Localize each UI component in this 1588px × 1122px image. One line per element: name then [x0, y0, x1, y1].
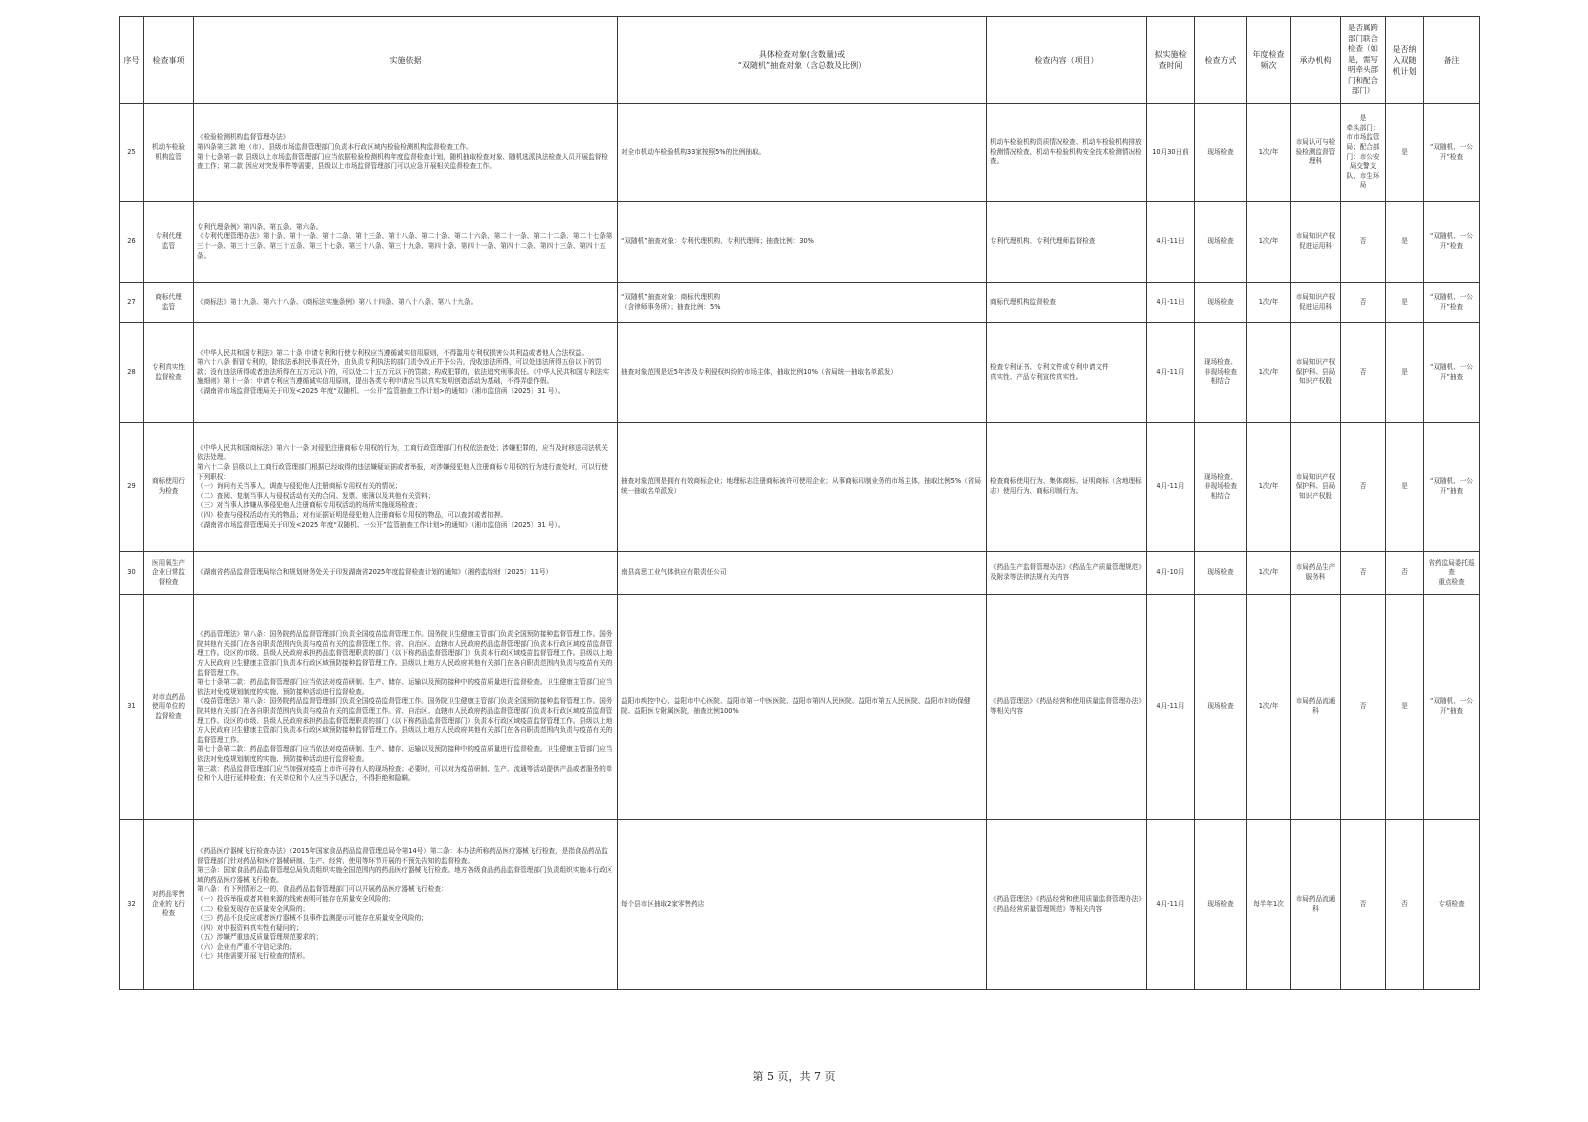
table-row [120, 552, 1480, 595]
row-note-cell [1424, 820, 1480, 990]
row-seq-cell: 25 [120, 104, 144, 202]
text-line: 第七十条第二款：药品监督管理部门应当依法对疫苗研制、生产、储存、运输以及预防接种中的疫苗质量进行监督检查。卫生健康主管部门应当依法对免疫规划制度的实施、预防接种活动进行监督检查。 [197, 745, 613, 763]
row-note-cell [1424, 552, 1480, 595]
row-method-cell [1195, 202, 1247, 283]
row-time-cell: 4月-11月 [1147, 323, 1195, 423]
row-time-cell: 10月30日前 [1147, 104, 1195, 202]
text-line: 机动车检验 [152, 142, 185, 151]
text-line: 《湖南省市场监督管理局关于印发<2025 年度“双随机、一公开”监管抽查工作计划>的通知》（湘市监信函〔2025〕31 号）。 [197, 520, 565, 529]
row-seq-cell: 32 [120, 820, 144, 990]
header-content: 检查内容（项目） [987, 17, 1147, 104]
row-frequency-cell: 1次/年 [1247, 595, 1291, 820]
text-line: 省药监局委托巡查 [1428, 558, 1475, 577]
text-line: 重点检查 [1438, 577, 1465, 586]
text-line: 专利代理 [155, 232, 182, 241]
text-line: 《药品管理法》第八条：国务院药品监督管理部门负责全国疫苗监督管理工作。国务院卫生健康主管部门负责全国预防接种监督管理工作。国务院其他有关部门在各自职责范围内负责与疫苗有关的监督管理工作。省、自治区、直辖市人民政府药品监督管理部门负责本行政区域疫苗监督管理工作。设区的市级、县级人民政府承担药品监督管理职责的部门（以下称药品监督管理部门）负责本行政区域疫苗监督管理工作。县级以上地方人民政府卫生健康主管部门负责本行政区域预防接种监督管理工作。县级以上地方人民政府其他有关部门在各自职责范围内负责与疫苗有关的监督管理工作。 [197, 630, 613, 677]
text-line: （二）检验发现存在质量安全风险的； [197, 904, 310, 913]
row-target-cell [618, 104, 987, 202]
text-line: 是否属跨 [1348, 23, 1378, 33]
text-line: 年度检查 [1252, 50, 1285, 59]
text-line: 第三条：国家食品药品监督管理总局负责组织实施全国范围内的药品医疗器械飞行检查。地方各级食品药品监督管理部门负责组织实施本行政区域的药品医疗器械飞行检查。 [197, 866, 613, 884]
row-method-cell [1195, 552, 1247, 595]
row-method-cell [1195, 283, 1247, 323]
table-row [120, 283, 1480, 323]
row-method-cell [1195, 423, 1247, 552]
text-line: 市局知识产权促进运用科 [1295, 292, 1336, 311]
text-line: 相结合 [1210, 491, 1231, 500]
text-line: 检查专利证书、专利文件或专利申请文件 [990, 362, 1109, 371]
text-line: 第六十二条 县级以上工商行政管理部门根据已经取得的违法嫌疑证据或者举报，对涉嫌侵犯他人注册商标专用权的行为进行查处时，可以行使下列职权： [197, 463, 608, 481]
row-target-cell [618, 423, 987, 552]
text-line: “双随机、一公开”抽查 [1430, 697, 1473, 715]
text-line: 现场检查 [1207, 297, 1234, 306]
row-joint-cell [1341, 595, 1386, 820]
row-target-cell [618, 552, 987, 595]
row-organization-cell [1291, 423, 1341, 552]
text-line: 市局知识产权促进运用科 [1295, 232, 1336, 250]
row-item-cell [144, 595, 194, 820]
text-line: 使用单位的 [152, 702, 185, 711]
text-line: 每个县市区抽取2家零售药店 [621, 899, 705, 908]
row-target-cell [618, 595, 987, 820]
text-line: 否 [1359, 899, 1367, 908]
row-seq-cell: 30 [120, 552, 144, 595]
row-time-cell: 4月-11日 [1147, 283, 1195, 323]
row-basis-cell [194, 283, 618, 323]
text-line: “双随机”抽查对象：商标代理机构 [621, 292, 721, 301]
header-time [1147, 17, 1195, 104]
header-random-plan [1386, 17, 1424, 104]
row-random-cell: 否 [1386, 552, 1424, 595]
row-target-cell [618, 283, 987, 323]
table-body [120, 104, 1480, 990]
row-basis-cell [194, 104, 618, 202]
text-line: 商标代理 [155, 292, 182, 301]
text-line: 检查商标使用行为、集体商标、证明商标（含地理标志）使用行为、商标印制行为。 [990, 477, 1142, 495]
row-basis-cell [194, 595, 618, 820]
text-line: 《药品管理法》《药品经营和使用质量监督管理办法》《药品经营质量管理规范》等相关内容 [990, 894, 1142, 913]
text-line: 抽查对象范围是近5年涉及专利侵权纠纷的市场主体，抽取比例10%（省局统一抽取名单派发） [621, 367, 898, 376]
text-line: （五）涉嫌严重违反质量管理规范要求的； [197, 933, 323, 942]
row-basis-cell [194, 423, 618, 552]
text-line: “双随机”抽查对象：专利代理机构、专利代理师；抽查比例：30% [621, 237, 814, 246]
text-line: 市局药品流通科 [1295, 697, 1336, 715]
row-frequency-cell: 1次/年 [1247, 104, 1291, 202]
text-line: 部门联合 [1348, 33, 1378, 43]
text-line: 监管 [161, 302, 176, 311]
row-basis-cell [194, 552, 618, 595]
text-line: （二）查阅、复制当事人与侵权活动有关的合同、发票、账簿以及其他有关资料； [197, 491, 435, 500]
row-content-cell [987, 552, 1147, 595]
row-basis-cell [194, 202, 618, 283]
text-line: 真实性、产品专利宣传真实性。 [990, 372, 1083, 381]
text-line: 第四条第三款 地（市）、县级市场监督管理部门负责本行政区域内检验检测机构监督检查工作。 [197, 142, 473, 151]
text-line: 否 [1359, 237, 1367, 246]
row-note-cell [1424, 202, 1480, 283]
row-item-cell [144, 104, 194, 202]
text-line: 是 [1359, 114, 1367, 123]
row-target-cell [618, 202, 987, 283]
row-joint-cell [1341, 104, 1386, 202]
row-content-cell [987, 283, 1147, 323]
text-line: （一）询问有关当事人，调查与侵犯他人注册商标专用权有关的情况； [197, 482, 402, 491]
row-note-cell [1424, 323, 1480, 423]
text-line: 医用氧生产 [152, 558, 185, 567]
row-seq-cell: 27 [120, 283, 144, 323]
text-line: 市局药品生产服务科 [1295, 563, 1336, 581]
row-basis-cell [194, 323, 618, 423]
table-row [120, 423, 1480, 552]
row-target-cell [618, 323, 987, 423]
text-line: 监督检查 [155, 711, 182, 720]
text-line: 市局药品流通科 [1295, 894, 1336, 913]
table-row [120, 820, 1480, 990]
row-content-cell [987, 423, 1147, 552]
row-random-cell: 是 [1386, 283, 1424, 323]
text-line: 是，需写 [1348, 54, 1378, 64]
row-frequency-cell: 1次/年 [1247, 552, 1291, 595]
text-line: 现场检查 [1207, 702, 1234, 711]
header-organization: 承办机构 [1291, 17, 1341, 104]
text-line: 监督检查 [155, 372, 182, 381]
text-line: 市局认可与检验检测监督管理科 [1295, 138, 1336, 166]
text-line: （七）其他需要开展飞行检查的情形。 [197, 952, 310, 961]
text-line: 抽查对象范围是拥有有效商标企业；地理标志注册商标被许可使用企业；从事商标印制业务的市场主体，抽取比例5%（省局统一抽取名单派发） [621, 477, 981, 495]
text-line: “双随机、一公开”检查 [1430, 292, 1473, 311]
header-method: 检查方式 [1195, 17, 1247, 104]
header-note: 备注 [1424, 17, 1480, 104]
row-organization-cell [1291, 552, 1341, 595]
text-line: 第七十条第二款：药品监督管理部门应当依法对疫苗研制、生产、储存、运输以及预防接种中的疫苗质量进行监督检查。卫生健康主管部门应当依法对免疫规划制度的实施、预防接种活动进行监督检查。 [197, 678, 613, 696]
text-line: 现场检查、 [1204, 358, 1237, 367]
text-line: （六）企业有严重不守信记录的； [197, 942, 296, 951]
row-time-cell: 4月-11日 [1147, 202, 1195, 283]
text-line: 部门） [1351, 86, 1375, 96]
text-line: 企业日常监 [152, 568, 185, 577]
text-line: 门和配合 [1348, 75, 1378, 85]
row-random-cell: 是 [1386, 423, 1424, 552]
text-line: （三）药品不良反应或者医疗器械不良事件监测提示可能存在质量安全风险的； [197, 914, 428, 923]
text-line: 频次 [1260, 61, 1277, 70]
text-line: 商标使用行 [152, 477, 185, 486]
row-seq-cell: 26 [120, 202, 144, 283]
text-line: 督检查 [158, 577, 179, 586]
row-random-cell: 是 [1386, 202, 1424, 283]
text-line: 非现场检查 [1204, 482, 1237, 491]
row-joint-cell [1341, 820, 1386, 990]
row-frequency-cell: 1次/年 [1247, 323, 1291, 423]
row-joint-cell [1341, 423, 1386, 552]
page-number: 第 5 页，共 7 页 [752, 1070, 836, 1083]
text-line: 否 [1359, 367, 1367, 376]
text-line: 检查 [161, 909, 176, 918]
row-organization-cell [1291, 202, 1341, 283]
text-line: “双随机”抽查对象（含总数及比例） [737, 61, 867, 70]
inspection-plan-table [119, 16, 1480, 990]
text-line: 《药品生产监督管理办法》《药品生产质量管理规范》及附录等法律法规有关内容 [990, 563, 1142, 581]
text-line: 企业的飞行 [152, 899, 185, 908]
text-line: （含律师事务所）；抽查比例：5% [621, 302, 721, 311]
row-organization-cell [1291, 283, 1341, 323]
text-line: 现场检查 [1207, 568, 1234, 577]
text-line: 市局知识产权保护科、县局知识产权股 [1295, 358, 1336, 386]
text-line: （三）对当事人涉嫌从事侵犯他人注册商标专用权活动的场所实施现场检查； [197, 501, 422, 510]
text-line: 南县高思工业气体供应有限责任公司 [621, 568, 727, 577]
table-row [120, 595, 1480, 820]
text-line: 《中华人民共和国专利法》第二十条 申请专利和行使专利权应当遵循诚实信用原则，不得滥用专利权损害公共利益或者他人合法权益。 [197, 348, 589, 357]
text-line: 《药品管理法》《药品经营和使用质量监督管理办法》等相关内容 [990, 697, 1142, 715]
row-random-cell: 是 [1386, 323, 1424, 423]
text-line: 《疫苗管理法》第八条：国务院药品监督管理部门负责全国疫苗监督管理工作。国务院卫生健康主管部门负责全国预防接种监督管理工作。国务院其他有关部门在各自职责范围内负责与疫苗有关的监督管理工作。省、自治区、直辖市人民政府药品监督管理部门负责本行政区域疫苗监督管理工作。设区的市级、县级人民政府承担药品监督管理职责的部门（以下称药品监督管理部门）负责本行政区域疫苗监督管理工作。县级以上地方人民政府卫生健康主管部门负责本行政区域预防接种监督管理工作。县级以上地方人民政府其他有关部门在各自职责范围内负责与疫苗有关的监督管理工作。 [197, 697, 613, 744]
row-target-cell [618, 820, 987, 990]
header-item: 检查事项 [144, 17, 194, 104]
row-organization-cell [1291, 820, 1341, 990]
text-line: 商标代理机构监督检查 [990, 297, 1056, 306]
row-random-cell: 是 [1386, 595, 1424, 820]
text-line: 否 [1359, 568, 1367, 577]
header-target [618, 17, 987, 104]
text-line: 第六十八条 假冒专利的，除依法承担民事责任外，由负责专利执法的部门责令改正并予公告，没收违法所得，可以处违法所得五倍以下的罚款；没有违法所得或者违法所得在五万元以下的，可以处二十五万元以下的罚款；构成犯罪的，依法追究刑事责任。《中华人民共和国专利法实施细则》第十一条：申请专利应当遵循诚实信用原则，提出各类专利申请应当以真实发明创造活动为基础，不得弄虚作假。 [197, 358, 610, 386]
row-organization-cell [1291, 595, 1341, 820]
row-random-cell: 否 [1386, 820, 1424, 990]
text-line: 检查（如 [1348, 44, 1378, 54]
text-line: 机动车检验机构资质情况检查、机动车检验机构排放检测情况检查、机动车检验机构安全技术检测情况检查。 [990, 138, 1142, 166]
text-line: 对全市机动车检验机构33家按照5%的比例抽取。 [621, 147, 766, 156]
text-line: “双随机、一公开”检查 [1430, 232, 1473, 250]
row-seq-cell: 28 [120, 323, 144, 423]
row-frequency-cell: 每半年1次 [1247, 820, 1291, 990]
row-content-cell [987, 323, 1147, 423]
row-basis-cell [194, 820, 618, 990]
table-row [120, 104, 1480, 202]
text-line: 对药品零售 [152, 890, 185, 899]
row-method-cell [1195, 595, 1247, 820]
header-basis: 实施依据 [194, 17, 618, 104]
text-line: （一）投诉举报或者其他来源的线索表明可能存在质量安全风险的； [197, 894, 395, 903]
text-line: 《专利代理管理办法》第十条、第十一条、第十二条、第十三条、第十八条、第二十条、第二十六条、第二十一条、第二十二条、第二十七条第三十一条、第三十三条、第三十五条、第三十七条、第三十八条、第三十九条、第四十条、第四十一条、第四十二条、第四十三条、第四十五条。 [197, 232, 613, 260]
row-note-cell [1424, 595, 1480, 820]
row-joint-cell [1341, 283, 1386, 323]
row-content-cell [987, 820, 1147, 990]
table-row [120, 202, 1480, 283]
header-frequency [1247, 17, 1291, 104]
text-line: 《湖南省药品监督管理局综合和规划财务处关于印发湖南省2025年度监督检查计划的通知》（湘药监综财〔2025〕11号） [197, 568, 553, 577]
row-frequency-cell: 1次/年 [1247, 423, 1291, 552]
row-item-cell [144, 202, 194, 283]
text-line: 《商标法》第十九条、第六十八条、《商标法实施条例》第八十四条、第八十八条、第八十九条。 [197, 297, 478, 306]
text-line: “双随机、一公开”检查 [1430, 142, 1473, 161]
text-line: 为检查 [158, 487, 179, 495]
text-line: 市局知识产权保护科、县局知识产权股 [1295, 472, 1336, 500]
text-line: 《湖南省市场监督管理局关于印发<2025 年度“双随机、一公开”监管抽查工作计划>的通知》（湘市监信函〔2025〕31 号）。 [197, 386, 565, 395]
text-line: “双随机、一公开”抽查 [1430, 477, 1473, 495]
row-item-cell [144, 820, 194, 990]
row-item-cell [144, 423, 194, 552]
text-line: 《药品医疗器械飞行检查办法》（2015年国家食品药品监督管理总局令第14号）第二条：本办法所称药品医疗器械飞行检查，是指食品药品监督管理部门针对药品和医疗器械研制、生产、经营、使用等环节开展的不预先告知的监督检查。 [197, 846, 608, 865]
row-joint-cell [1341, 323, 1386, 423]
row-method-cell [1195, 104, 1247, 202]
text-line: （四）检查与侵权活动有关的物品；对有证据证明是侵犯他人注册商标专用权的物品，可以查封或者扣押。 [197, 510, 507, 519]
row-content-cell [987, 202, 1147, 283]
text-line: “双随机、一公开”抽查 [1430, 362, 1473, 381]
text-line: 现场检查、 [1204, 472, 1237, 481]
text-line: 《中华人民共和国商标法》第六十一条 对侵犯注册商标专用权的行为，工商行政管理部门有权依法查处；涉嫌犯罪的，应当及时移送司法机关依法处理。 [197, 443, 608, 462]
row-method-cell [1195, 323, 1247, 423]
text-line: 现场检查 [1207, 237, 1234, 246]
text-line: 《检验检测机构监督管理办法》 [197, 133, 290, 142]
text-line: 现场检查 [1207, 899, 1234, 908]
row-frequency-cell: 1次/年 [1247, 202, 1291, 283]
text-line: 相结合 [1210, 377, 1231, 386]
text-line: 第三款：药品监督管理部门应当加强对疫苗上市许可持有人的现场检查；必要时，可以对为疫苗研制、生产、流通等活动提供产品或者服务的单位和个人进行延伸检查；有关单位和个人应当予以配合，不得拒绝和隐瞒。 [197, 764, 613, 783]
header-joint-inspection [1341, 17, 1386, 104]
row-seq-cell: 31 [120, 595, 144, 820]
row-joint-cell [1341, 202, 1386, 283]
text-line: 否 [1359, 297, 1367, 306]
text-line: 查时间 [1158, 61, 1183, 70]
text-line: 专利代理条例》第四条、第五条、第六条。 [197, 222, 323, 231]
text-line: 监管 [161, 242, 176, 250]
row-organization-cell [1291, 323, 1341, 423]
text-line: 具体检查对象(含数量)或 [758, 50, 846, 59]
row-note-cell [1424, 283, 1480, 323]
row-time-cell: 4月-11月 [1147, 423, 1195, 552]
row-item-cell [144, 283, 194, 323]
row-note-cell [1424, 104, 1480, 202]
text-line: 机计划 [1392, 66, 1417, 76]
row-time-cell: 4月-10月 [1147, 552, 1195, 595]
row-time-cell: 4月-11月 [1147, 595, 1195, 820]
text-line: （四）对申报资料真实性有疑问的； [197, 923, 303, 932]
text-line: 现场检查 [1207, 147, 1234, 156]
header-seq: 序号 [120, 17, 144, 104]
text-line: 对市直药品 [152, 692, 185, 701]
text-line: 专利真实性 [152, 362, 185, 371]
row-joint-cell [1341, 552, 1386, 595]
text-line: 机构监管 [155, 152, 182, 161]
row-time-cell: 4月-11月 [1147, 820, 1195, 990]
row-organization-cell [1291, 104, 1341, 202]
row-frequency-cell: 1次/年 [1247, 283, 1291, 323]
table-row [120, 323, 1480, 423]
text-line: 非现场检查 [1204, 367, 1237, 376]
row-seq-cell: 29 [120, 423, 144, 552]
row-method-cell [1195, 820, 1247, 990]
text-line: 是否纳 [1392, 44, 1417, 54]
row-note-cell [1424, 423, 1480, 552]
text-line: 否 [1359, 482, 1367, 491]
text-line: 益阳市疾控中心、益阳市中心医院、益阳市第一中医医院、益阳市第四人民医院、益阳市第五人民医院、益阳市妇幼保健院、益阳医专附属医院，抽查比例100% [621, 697, 971, 715]
header-row [120, 17, 1480, 104]
text-line: 否 [1359, 702, 1367, 711]
text-line: 专项检查 [1438, 899, 1465, 908]
text-line: 牵头部门：市市场监管局；配合部门：市公安局交警支队、市生环局 [1346, 123, 1380, 190]
text-line: 入双随 [1392, 55, 1417, 65]
row-random-cell: 是 [1386, 104, 1424, 202]
text-line: 拟实施检 [1154, 50, 1187, 59]
text-line: 第八条：有下列情形之一的，食品药品监督管理部门可以开展药品医疗器械飞行检查： [197, 885, 448, 894]
row-item-cell [144, 552, 194, 595]
row-content-cell [987, 104, 1147, 202]
text-line: 第十七条第一款 县级以上市场监督管理部门应当依据检验检测机构年度监督检查计划，随机抽取检查对象、随机选派执法检查人员开展监督检查工作；第二款 因应对突发事件等需要，县级以上市场监督管理部门可以应急开展相关监督检查工作。 [197, 152, 608, 171]
text-line: 明牵头部 [1348, 65, 1378, 75]
row-item-cell [144, 323, 194, 423]
text-line: 专利代理机构、专利代理师监督检查 [990, 237, 1096, 246]
row-content-cell [987, 595, 1147, 820]
